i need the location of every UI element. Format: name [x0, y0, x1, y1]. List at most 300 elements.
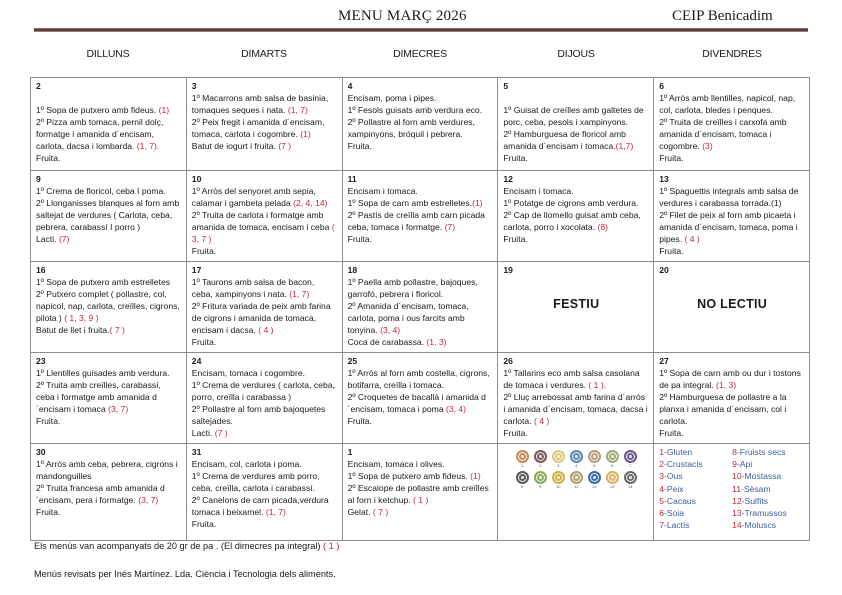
menu-item	[192, 518, 338, 530]
menu-item	[192, 185, 338, 209]
allergen-name: -Moluscs	[741, 520, 777, 531]
allergen-codes: ( 3, 7 )	[191, 222, 335, 244]
day-cell	[654, 171, 810, 262]
allergen-codes: (1, 7)	[265, 507, 286, 517]
allergen-icon-item	[622, 471, 638, 489]
menu-item	[503, 104, 649, 128]
allergen-codes: (7 )	[214, 428, 228, 438]
menu-item	[659, 92, 805, 116]
menu-item	[36, 233, 182, 245]
day-number: 11	[347, 174, 357, 184]
dish-text: 1º Paella amb pollastre, bajoques, garrofó, pebrera i floricol.	[347, 277, 478, 299]
day-cell	[186, 171, 342, 262]
dish-text: Encisam, col, carlota i poma.	[191, 459, 302, 469]
dish-text: 1º Crema de verdures ( carlota, ceba, porro, creïlla i carabassa )	[191, 380, 335, 402]
dish-text: 1º Tallarins eco amb salsa casolana de tomaca i verdures.	[503, 368, 640, 390]
holiday-label: FESTIU	[553, 297, 600, 311]
allergen-legend-item	[732, 507, 805, 519]
day-number: 2	[36, 81, 41, 91]
allergen-codes: (1, 3)	[426, 337, 447, 347]
allergen-name: -Lactis	[663, 520, 690, 531]
menu-item	[348, 233, 494, 245]
dish-text: Coca de carabassa.	[347, 337, 427, 347]
menu-item	[503, 197, 649, 209]
allergen-legend-item	[659, 519, 732, 531]
menu-item	[348, 482, 494, 506]
allergen-number: 4	[659, 483, 664, 494]
dish-text: 2º Croquetes de bacallà i amanida d´encisam, tomaca i poma	[347, 392, 486, 414]
dish-text: 1º Potatge de cigrons amb verdura.	[503, 198, 639, 208]
spacer	[503, 92, 649, 104]
dish-text: Fruita.	[191, 246, 217, 256]
weekday-monday: DILLUNS	[86, 48, 130, 60]
dish-text: Fruita.	[503, 428, 528, 438]
allergen-icon-item	[514, 450, 530, 468]
allergen-icon-item	[568, 471, 584, 489]
day-cell	[498, 353, 654, 444]
allergen-codes: (1,7)	[615, 141, 634, 151]
dish-text: Fruita.	[347, 234, 372, 244]
allergen-number: 10	[732, 471, 742, 482]
day-number: 13	[659, 174, 669, 184]
menu-item	[348, 458, 494, 470]
allergen-number: 3	[659, 471, 664, 482]
menu-item	[36, 482, 182, 506]
menu-item	[192, 140, 338, 152]
day-cell	[498, 262, 654, 353]
allergen-name: -Soia	[663, 508, 685, 519]
bread-note-text: Els menús van acompanyats de 20 gr de pa . (El dimecres pa integral)	[34, 541, 324, 551]
allergen-legend-cell	[654, 444, 810, 541]
dish-text: 1º Arròs al forn amb costella, cigrons, botifarra, creïlla i tomaca.	[347, 368, 490, 390]
allergen-name: -Cacaus	[663, 495, 696, 506]
day-cell	[654, 262, 810, 353]
day-cell	[186, 262, 342, 353]
menu-item	[659, 116, 805, 152]
dish-text: 1º Arròs del senyoret amb sepia, calamar i gambeta pelada	[191, 186, 316, 208]
day-number: 12	[503, 174, 513, 184]
allergen-codes: (7 )	[278, 141, 292, 151]
menu-item	[192, 494, 338, 518]
dish-text: Fruita.	[347, 416, 372, 426]
allergen-icon-number: 1	[521, 463, 524, 468]
day-cell	[186, 444, 342, 541]
day-cell	[654, 78, 810, 171]
allergen-number: 5	[659, 495, 664, 506]
allergen-legend-item	[659, 483, 732, 495]
allergen-icon-item	[604, 450, 620, 468]
day-cell	[498, 171, 654, 262]
day-cell	[342, 444, 498, 541]
menu-item	[348, 92, 494, 104]
allergen-legend-column	[732, 446, 805, 531]
dish-text: Fruita.	[191, 337, 217, 347]
bread-allergen: ( 1 )	[323, 541, 340, 551]
dish-text: 1º Sopa de carn amb ou dur i tostons de pa integral.	[659, 368, 801, 390]
menu-item	[659, 209, 805, 245]
week-row	[31, 353, 810, 444]
allergen-codes: ( 7 )	[109, 325, 125, 335]
menu-item	[348, 506, 494, 518]
dish-text: 2º Amanida d´encisam, tomaca, carlota, poma i ous farcits amb tonyina.	[347, 301, 469, 335]
menu-item	[659, 391, 805, 427]
menu-item	[36, 276, 182, 288]
menu-item	[36, 324, 182, 336]
week-row	[31, 262, 810, 353]
celery-icon	[534, 471, 547, 484]
dish-text: Encisam, tomaca i cogombre.	[191, 368, 305, 378]
allergen-name: -Peix	[663, 483, 684, 494]
dish-text: 2º Lluç arrebossat amb farina d´arròs i amanida d´encisam, tomaca, dacsa i carlota.	[503, 392, 648, 426]
allergen-icon-item	[550, 471, 566, 489]
menu-item	[348, 470, 494, 482]
allergen-number: 6	[659, 508, 664, 519]
dish-text: Encisam, poma i pipes.	[347, 93, 437, 103]
allergen-icon-item	[514, 471, 530, 489]
day-number: 31	[191, 447, 202, 457]
menu-item	[192, 276, 338, 300]
week-row	[31, 444, 810, 541]
allergen-legend	[659, 446, 805, 531]
dish-text: 2º Pastís de creïlla amb carn picada ceba, tomaca i formatge.	[347, 210, 485, 232]
menu-item	[36, 185, 182, 197]
dish-text: Encisam, tomaca i olives.	[347, 459, 445, 469]
nuts-icon	[516, 471, 529, 484]
allergen-icon-item	[532, 450, 548, 468]
dish-text: Encisam i tomaca.	[503, 186, 574, 196]
menu-item	[659, 245, 805, 257]
dish-text: Fruita.	[191, 519, 217, 529]
menu-item	[192, 427, 338, 439]
dish-text: Fruita.	[36, 153, 61, 163]
allergen-name: -Ous	[663, 471, 683, 482]
day-cell	[31, 353, 187, 444]
dish-text: Lacti.	[191, 428, 215, 438]
menu-item	[348, 185, 494, 197]
spacer	[36, 92, 182, 104]
day-number: 5	[503, 81, 509, 91]
menu-item	[503, 367, 649, 391]
dish-text: 1º Arròs amb llentilles, napicol, nap, col, carlota, bledes i penques.	[659, 93, 796, 115]
menu-item	[348, 209, 494, 233]
holiday-label: NO LECTIU	[697, 297, 768, 311]
allergen-icon-item	[622, 450, 638, 468]
menu-item	[348, 116, 494, 140]
day-number: 26	[503, 356, 513, 366]
day-cell	[31, 262, 187, 353]
allergen-number: 1	[659, 447, 664, 457]
menu-item	[192, 458, 338, 470]
day-number: 25	[347, 356, 358, 366]
menu-item	[192, 367, 338, 379]
allergen-codes: ( 4 )	[258, 325, 274, 335]
allergen-name: -Sèsam	[741, 483, 771, 494]
day-number: 17	[191, 265, 202, 275]
allergen-codes: ( 4 )	[684, 234, 700, 244]
menu-item	[659, 427, 805, 439]
menu-item	[36, 152, 182, 164]
dish-text: Fruita.	[36, 507, 61, 517]
allergen-name: -Crustacis	[663, 459, 703, 470]
dish-text: 2º Fritura variada de peix amb farina de cigrons i amanida de tomaca, encisam i dacsa.	[191, 301, 331, 335]
menu-item	[659, 367, 805, 391]
allergen-codes: ( 7 )	[372, 507, 389, 517]
day-cell	[186, 78, 342, 171]
allergen-icon-number: 8	[521, 484, 524, 489]
menu-item	[36, 288, 182, 324]
menu-item	[192, 92, 338, 116]
allergen-icon-number: 7	[629, 463, 632, 468]
menu-item	[192, 336, 338, 348]
dish-text: 2º Truita de creïlles i carxofa amb amanida d´encisam, tomaca i cogombre.	[659, 117, 787, 151]
dish-text: Fruita.	[659, 246, 684, 256]
day-cell	[31, 78, 187, 171]
allergen-icon-item	[532, 471, 548, 489]
menu-item	[192, 470, 338, 494]
dish-text: 1º Spaguettis integrals amb salsa de verdures i carabassa torrada.(1)	[659, 186, 799, 208]
menu-item	[36, 506, 182, 518]
allergen-number: 8	[732, 447, 737, 457]
molluscs-icon	[624, 471, 637, 484]
allergen-codes: (2, 4, 14)	[293, 198, 328, 208]
menu-item	[503, 185, 649, 197]
allergen-codes: (1)	[158, 105, 170, 115]
allergen-legend-item	[659, 495, 732, 507]
day-cell	[342, 353, 498, 444]
weekday-thursday: DIJOUS	[557, 48, 595, 60]
menu-item	[348, 367, 494, 391]
day-number: 19	[503, 265, 513, 275]
day-cell	[342, 78, 498, 171]
allergen-name: -Mostassa	[741, 471, 782, 482]
day-cell	[31, 444, 187, 541]
sulphites-icon	[588, 471, 601, 484]
allergen-legend-item	[659, 458, 732, 470]
allergen-codes: (3)	[702, 141, 713, 151]
allergen-number: 14	[732, 520, 742, 531]
allergen-icon-number: 13	[610, 484, 615, 489]
allergen-codes: (1, 7)	[289, 289, 310, 299]
allergen-codes: ( 1, 3, 9 )	[64, 313, 99, 323]
menu-item	[192, 245, 338, 257]
allergen-icon-grid	[503, 446, 649, 489]
allergen-icon-row	[503, 471, 649, 489]
dish-text: 2º Pollastre al forn amb verdures, xampinyons, bróquil i pebrera.	[347, 117, 475, 139]
day-number: 6	[659, 81, 664, 91]
allergen-legend-item	[732, 519, 805, 531]
menu-item	[36, 458, 182, 482]
dish-text: Fruita.	[659, 428, 684, 438]
bread-note	[34, 541, 339, 551]
menu-item	[192, 300, 338, 336]
school-name: CEIP Benicadim	[672, 8, 773, 24]
dish-text: Batut de iogurt i fruita.	[191, 141, 279, 151]
soy-icon	[606, 450, 619, 463]
allergen-icon-item	[568, 450, 584, 468]
day-number: 4	[347, 81, 353, 91]
menu-item	[348, 300, 494, 336]
menu-item	[659, 152, 805, 164]
allergen-icon-number: 5	[593, 463, 596, 468]
allergen-icon-number: 14	[628, 484, 633, 489]
allergen-icon-number: 3	[557, 463, 560, 468]
dish-text: 2º Pollastre al forn amb bajoquetes saltejades.	[191, 404, 326, 426]
allergen-legend-column	[659, 446, 732, 531]
menu-item	[348, 391, 494, 415]
menu-item	[348, 197, 494, 209]
allergen-icon-item	[586, 450, 602, 468]
day-number: 3	[191, 81, 197, 91]
allergen-codes: (3, 4)	[380, 325, 401, 335]
dish-text: Gelat.	[347, 507, 373, 517]
menu-calendar	[30, 77, 810, 541]
allergen-legend-item	[732, 483, 805, 495]
peanuts-icon	[588, 450, 601, 463]
dish-text: Fruita.	[659, 153, 684, 163]
allergen-codes: ( 1 )	[413, 495, 429, 505]
weekday-friday: DIVENDRES	[702, 48, 762, 60]
dish-text: 1º Sopa de putxero amb fideus.	[36, 105, 159, 115]
header-rule	[34, 28, 808, 32]
allergen-icon-number: 9	[539, 484, 542, 489]
allergen-number: 12	[732, 495, 742, 506]
menu-item	[36, 367, 182, 379]
allergen-name: -Gluten	[663, 447, 693, 457]
menu-item	[348, 104, 494, 116]
allergen-icon-row	[503, 450, 649, 468]
dish-text: 2º Hamburguesa de floricol amb amanida d´encisam i tomaca.	[503, 129, 626, 151]
reviewed-by-note: Menús revisats per Inés Martínez. Lda. Ciència i Tecnologia dels aliments.	[34, 569, 336, 579]
dish-text: 1º Sopa de putxero amb estrelletes	[36, 277, 171, 287]
day-number: 1	[347, 447, 353, 457]
lupin-icon	[606, 471, 619, 484]
week-row	[31, 78, 810, 171]
menu-item	[36, 116, 182, 152]
dish-text: 1º Guisat de creïlles amb galtetes de porc, ceba, pesols i xampinyons.	[503, 105, 644, 127]
dish-text: Fruita.	[347, 141, 372, 151]
menu-item	[348, 336, 494, 348]
day-number: 16	[36, 265, 46, 275]
menu-item	[503, 128, 649, 152]
allergen-legend-item	[732, 470, 805, 482]
dish-text: Lacti.	[36, 234, 59, 244]
allergen-name: -Fruists secs	[736, 447, 786, 457]
menu-item	[348, 276, 494, 300]
dish-text: 2º Truita francesa amb amanida d´encisam, pera i formatge.	[36, 483, 165, 505]
menu-item	[503, 152, 649, 164]
dish-text: 1º Arròs amb ceba, pebrera, cigrons i mandonguilles	[36, 459, 178, 481]
day-cell	[186, 353, 342, 444]
allergen-icon-item	[604, 471, 620, 489]
day-cell	[342, 171, 498, 262]
dish-text: 2º Llonganisses blanques al forn amb saltejat de verdures ( Carlota, ceba, pebrera, carabassí I porro )	[36, 198, 180, 232]
allergen-codes: (3, 7)	[108, 404, 129, 414]
allergen-number: 11	[732, 483, 742, 494]
allergen-icons-cell	[498, 444, 654, 541]
dish-text: 1º Taurons amb salsa de bacon, ceba, xampinyons i nata.	[191, 277, 315, 299]
day-cell	[31, 171, 187, 262]
weekday-header	[30, 48, 810, 60]
allergen-number: 7	[659, 520, 664, 531]
dish-text: 2º Pizza amb tomaca, pernil dolç, formatge i amanida d´encisam, carlota, dacsa i lombarda.	[36, 117, 164, 151]
allergen-icon-number: 11	[574, 484, 579, 489]
menu-item	[503, 391, 649, 427]
gluten-icon	[516, 450, 529, 463]
dish-text: 1º Crema de floricol, ceba I poma.	[36, 186, 166, 196]
dish-text: 2º Canelons de carn picada,verdura tomaca i beixamel.	[191, 495, 329, 517]
menu-item	[348, 140, 494, 152]
dish-text: 1º Llentilles guisades amb verdura.	[36, 368, 170, 378]
dish-text: Fruita.	[503, 153, 528, 163]
allergen-codes: (7)	[58, 234, 70, 244]
allergen-codes: (1, 7).	[136, 141, 160, 151]
allergen-codes: (1, 7)	[287, 105, 308, 115]
dish-text: 2º Hamburguesa de pollastre a la planxa i amanida d´encisam, col i carlota.	[659, 392, 787, 426]
menu-item	[503, 233, 649, 245]
dairy-icon	[624, 450, 637, 463]
allergen-legend-item	[659, 507, 732, 519]
allergen-codes: (3, 4)	[445, 404, 467, 414]
dish-text: 1º Crema de verdures amb porro, ceba, creïlla, carlota i carabassí.	[191, 471, 320, 493]
allergen-number: 9	[732, 459, 737, 470]
allergen-name: -Tramussos	[741, 508, 787, 519]
allergen-icon-number: 6	[611, 463, 614, 468]
dish-text: 2º Truita de carlota i formatge amb amanida de tomaca, encisam i ceba	[191, 210, 332, 232]
dish-text: 2º Escalope de pollastre amb creïlles al forn i ketchup.	[347, 483, 489, 505]
allergen-legend-item	[732, 446, 805, 458]
dish-text: 1º Macarrons amb salsa de basinia, tomaques seques i nata.	[191, 93, 329, 115]
dish-text: 2º Putxero complet ( pollastre, col, napicol, nap, carlota, creïlles, cigrons, pilota )	[36, 289, 180, 323]
menu-item	[659, 185, 805, 209]
menu-item	[36, 104, 182, 116]
allergen-legend-item	[732, 458, 805, 470]
day-number: 23	[36, 356, 46, 366]
dish-text: 2º Peix fregit i amanida d´encisam, tomaca, carlota i cogombre.	[191, 117, 325, 139]
allergen-icon-number: 2	[539, 463, 542, 468]
menu-item	[192, 379, 338, 403]
dish-text: Batut de llet i fruita.	[36, 325, 110, 335]
dish-text: 1º Sopa de carn amb estrelletes.	[347, 198, 473, 208]
weekday-tuesday: DIMARTS	[241, 48, 287, 60]
day-cell	[498, 78, 654, 171]
menu-item	[192, 209, 338, 245]
fish-icon	[570, 450, 583, 463]
day-number: 27	[659, 356, 669, 366]
crustaceans-icon	[534, 450, 547, 463]
allergen-codes: (1)	[472, 198, 483, 208]
allergen-codes: (1, 3)	[716, 380, 737, 390]
allergen-icon-item	[586, 471, 602, 489]
allergen-codes: ( 4 )	[533, 416, 550, 426]
week-row	[31, 171, 810, 262]
day-number: 20	[659, 265, 669, 275]
menu-item	[36, 415, 182, 427]
allergen-name: -Sulfits	[741, 495, 768, 506]
allergen-codes: (1)	[470, 471, 481, 481]
menu-title: MENU MARÇ 2026	[338, 8, 467, 24]
allergen-legend-item	[732, 495, 805, 507]
menu-item	[503, 427, 649, 439]
menu-item	[192, 403, 338, 427]
weekday-wednesday: DIMECRES	[393, 48, 447, 60]
dish-text: 1º Fesols guisats amb verdura eco.	[347, 105, 483, 115]
dish-text: Encisam i tomaca.	[347, 186, 418, 196]
mustard-icon	[552, 471, 565, 484]
sesame-icon	[570, 471, 583, 484]
day-number: 30	[36, 447, 46, 457]
allergen-codes: (3, 7)	[138, 495, 159, 505]
day-number: 24	[191, 356, 202, 366]
